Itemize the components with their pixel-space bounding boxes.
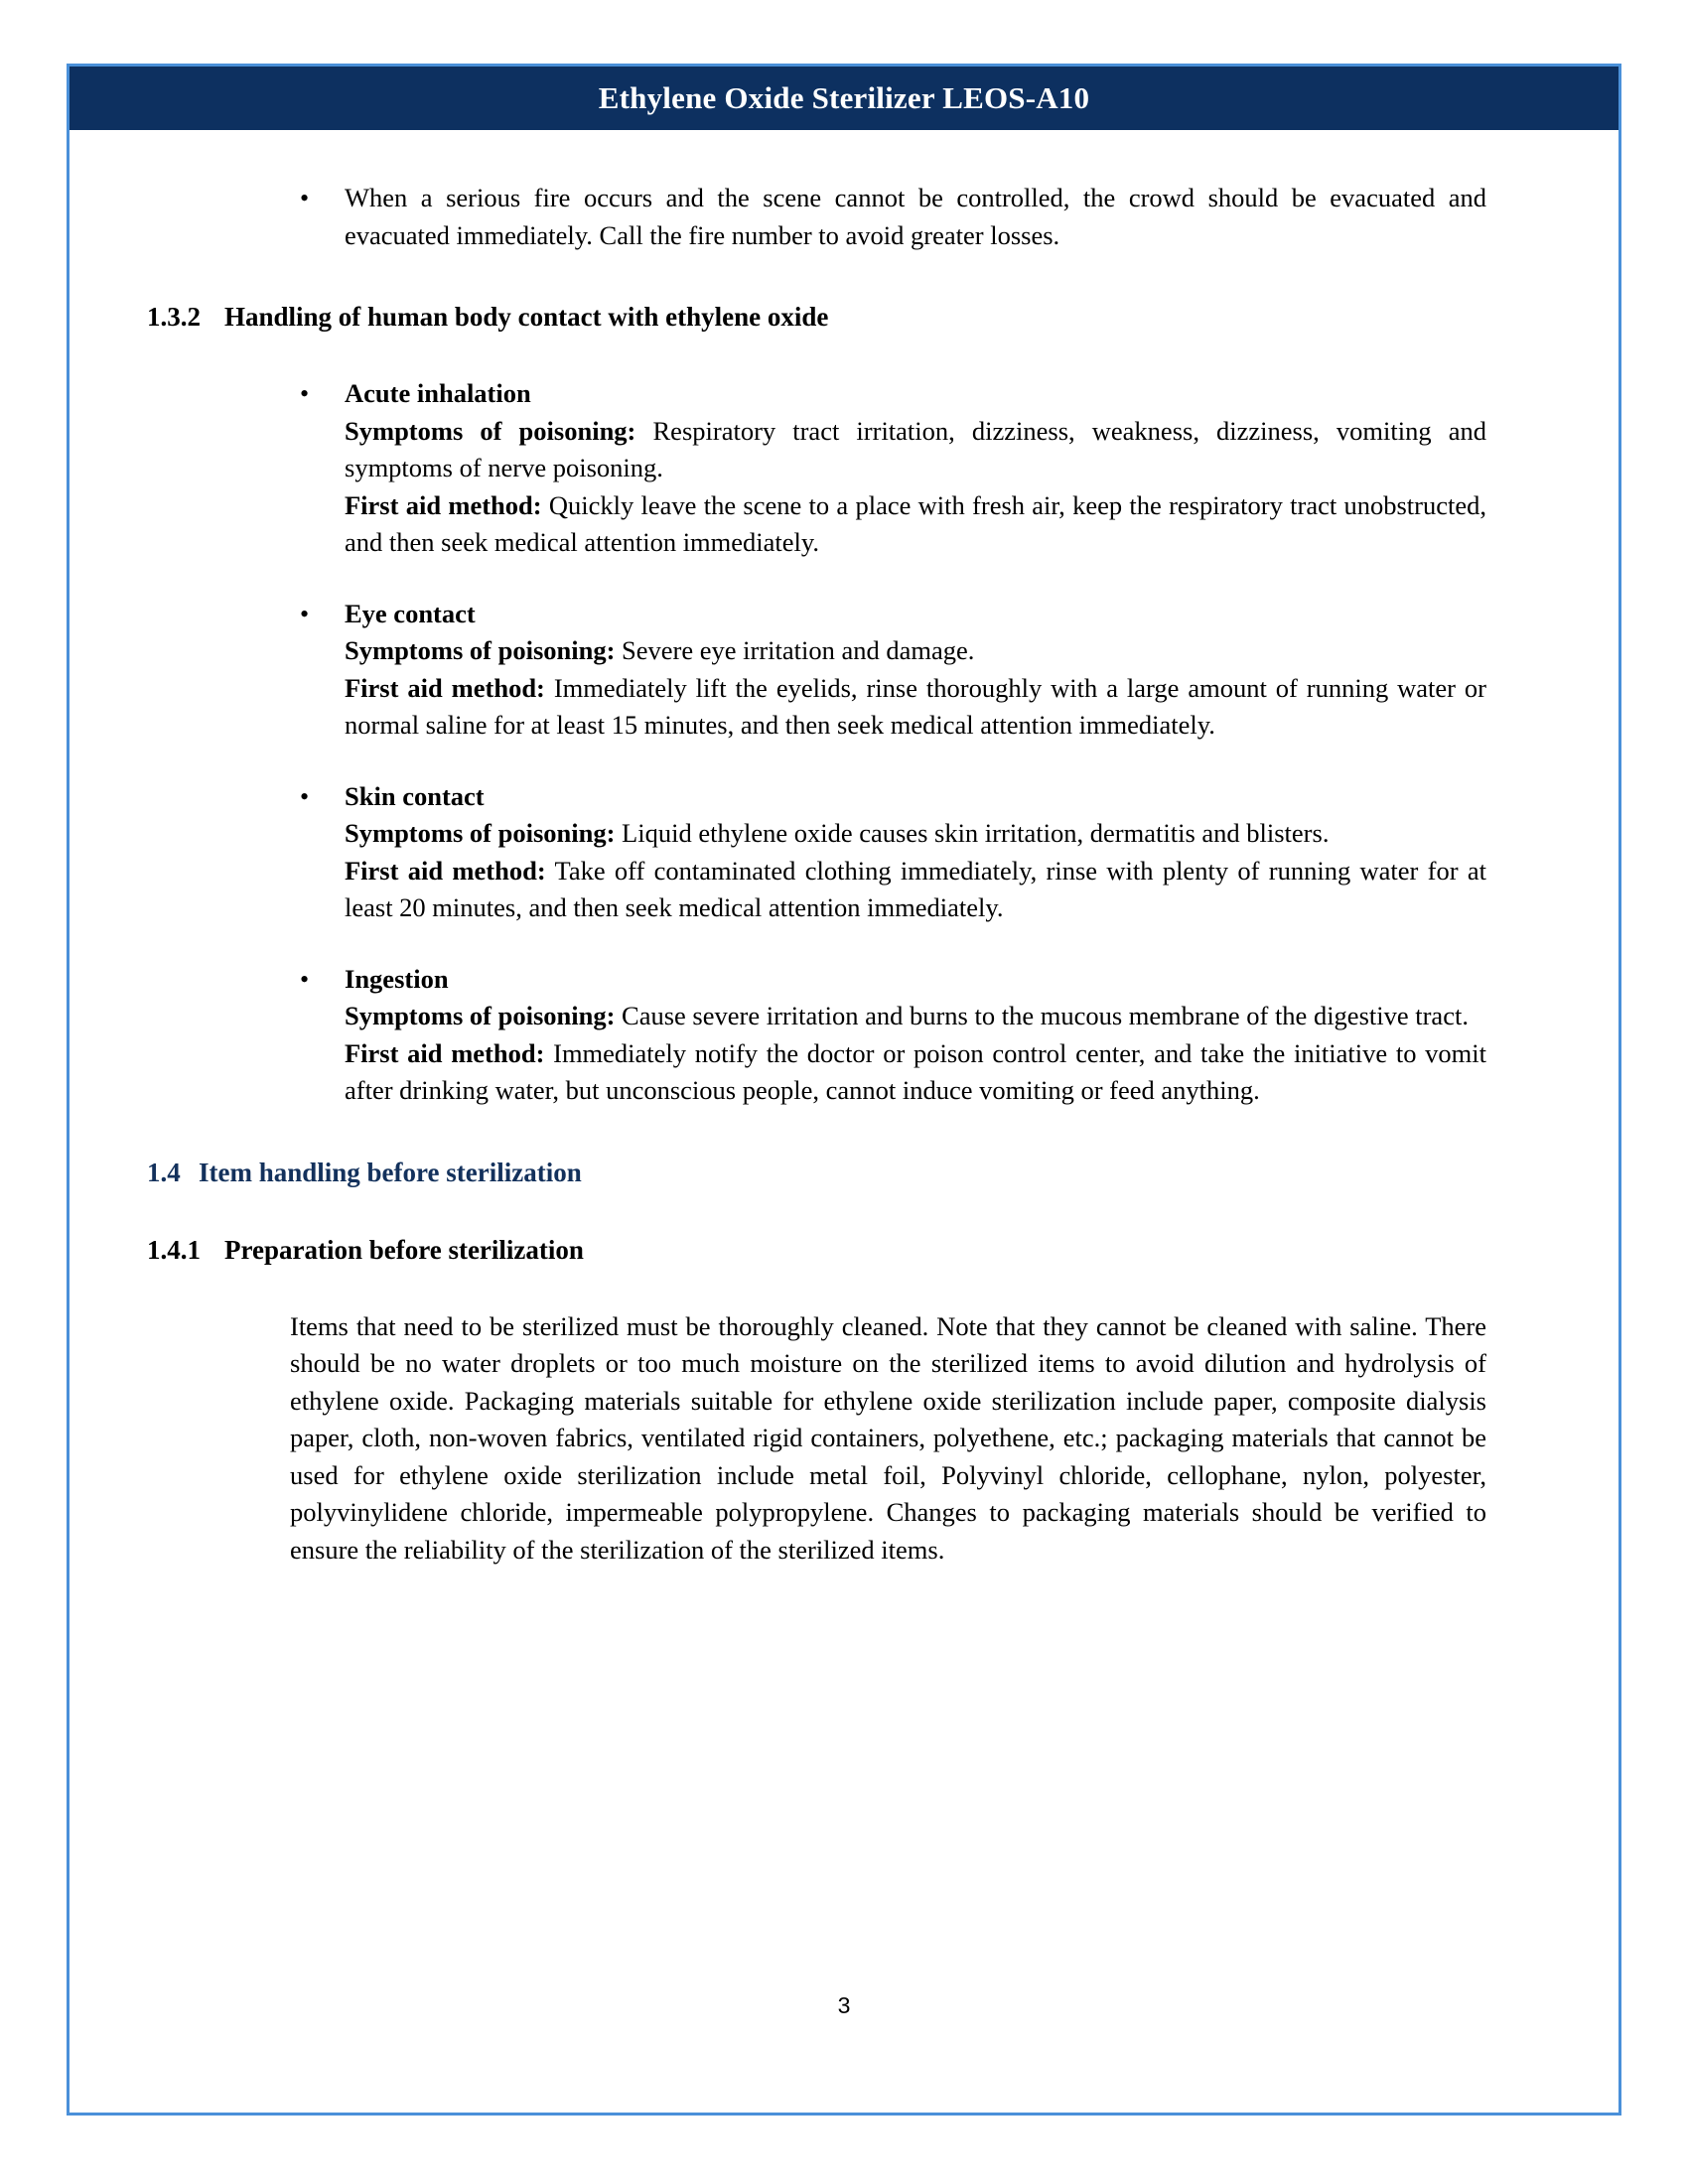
firstaid-label: First aid method:	[345, 672, 545, 703]
exposure-name: Eye contact	[345, 598, 476, 628]
firstaid-line	[345, 487, 1486, 562]
bullet-icon: •	[300, 379, 310, 408]
firstaid-label: First aid method:	[345, 1037, 545, 1068]
section-number: 1.4.1	[147, 1234, 201, 1265]
symptoms-text: Liquid ethylene oxide causes skin irritation, dermatitis and blisters.	[615, 818, 1330, 848]
page-title: Ethylene Oxide Sterilizer LEOS-A10	[598, 80, 1090, 115]
symptoms-label: Symptoms of poisoning:	[345, 818, 616, 848]
section-number: 1.3.2	[147, 302, 201, 332]
symptoms-label: Symptoms of poisoning:	[345, 1001, 616, 1030]
document-page	[67, 64, 1621, 2116]
firstaid-label: First aid method:	[345, 489, 542, 520]
section-heading-1-4	[147, 1154, 1486, 1191]
exposure-name: Skin contact	[345, 780, 485, 811]
exposure-name: Ingestion	[345, 963, 449, 994]
section-title: Handling of human body contact with ethylene oxide	[224, 302, 829, 332]
symptoms-label: Symptoms of poisoning:	[345, 415, 636, 446]
list-item	[290, 596, 1486, 745]
bullet-icon: •	[300, 781, 310, 811]
section-heading-1-4-1	[147, 1231, 1486, 1269]
firstaid-line	[345, 1035, 1486, 1110]
symptoms-text: Severe eye irritation and damage.	[615, 635, 975, 665]
section-title: Preparation before sterilization	[224, 1234, 584, 1265]
list-item	[290, 961, 1486, 1110]
symptoms-text: Respiratory tract irritation, dizziness, weakness, dizziness, vomiting and symptoms of nerve poisoning.	[345, 415, 1486, 482]
list-item	[290, 180, 1486, 254]
symptoms-text: Cause severe irritation and burns to the mucous membrane of the digestive tract.	[615, 1001, 1469, 1030]
firstaid-text: Quickly leave the scene to a place with fresh air, keep the respiratory tract unobstructed, and then seek medical attention immediately.	[345, 489, 1487, 557]
section-heading-1-3-2	[147, 298, 1486, 336]
bullet-icon: •	[300, 184, 310, 212]
section-body-paragraph: Items that need to be sterilized must be thoroughly cleaned. Note that they cannot be cleaned with saline. There should be no water droplets or too much moisture on the sterilized items to avoid dilution and hydrolysis of ethylene oxide. Packaging materials suitable for ethylene oxide sterilization include paper, composite dialysis paper, cloth, non-woven fabrics, ventilated rigid containers, polyethene, etc.; packaging materials that cannot be used for ethylene oxide sterilization include metal foil, Polyvinyl chloride, cellophane, nylon, polyester, polyvinylidene chloride, impermeable polypropylene. Changes to packaging materials should be verified to ensure the reliability of the sterilization of the sterilized items.	[290, 1310, 1486, 1565]
document-content	[70, 130, 1618, 2113]
page-number: 3	[837, 1992, 851, 2018]
bullet-icon: •	[300, 964, 310, 994]
section-number: 1.4	[147, 1157, 181, 1187]
symptoms-label: Symptoms of poisoning:	[345, 635, 616, 665]
list-item	[290, 778, 1486, 927]
list-item-text: When a serious fire occurs and the scene cannot be controlled, the crowd should be evacuated and evacuated immediately. Call the fire number to avoid greater losses.	[345, 183, 1486, 250]
symptoms-line	[345, 632, 1486, 670]
bullet-icon: •	[300, 599, 310, 628]
section-title: Item handling before sterilization	[199, 1157, 582, 1187]
firstaid-line	[345, 853, 1486, 927]
document-header-bar	[70, 67, 1618, 130]
symptoms-line	[345, 413, 1486, 487]
symptoms-line	[345, 815, 1486, 853]
symptoms-line	[345, 998, 1486, 1035]
firstaid-text: Immediately notify the doctor or poison control center, and take the initiative to vomit after drinking water, but unconscious people, cannot induce vomiting or feed anything.	[345, 1037, 1487, 1105]
firstaid-label: First aid method:	[345, 855, 546, 886]
firstaid-line	[345, 670, 1486, 745]
exposure-name: Acute inhalation	[345, 378, 531, 408]
firstaid-text: Immediately lift the eyelids, rinse thoroughly with a large amount of running water or normal saline for at least 15 minutes, and then seek medical attention immediately.	[345, 672, 1486, 740]
firstaid-text: Take off contaminated clothing immediately, rinse with plenty of running water for at least 20 minutes, and then seek medical attention immediately.	[345, 855, 1487, 922]
list-item	[290, 375, 1486, 562]
